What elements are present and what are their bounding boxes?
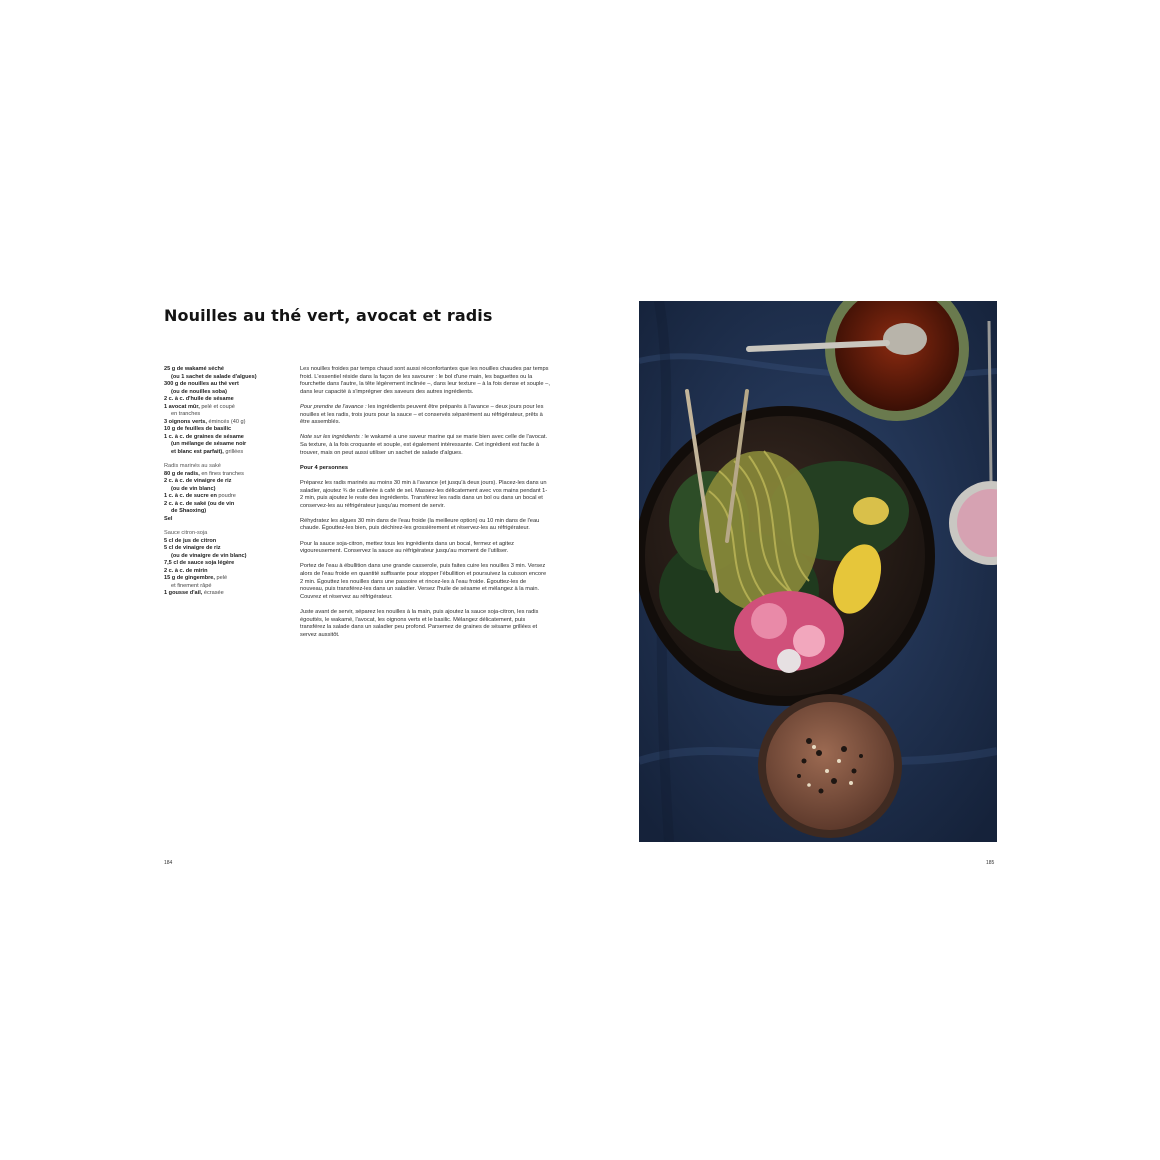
ingredient-quantity: Sel [164, 515, 173, 522]
ingredients-column [164, 366, 282, 598]
ingredient-prep: en fines tranches [199, 470, 244, 477]
sauce-subtitle: Sauce citron-soja [164, 530, 208, 536]
recipe-title: Nouilles au thé vert, avocat et radis [164, 306, 493, 325]
intro-paragraph: Les nouilles froides par temps chaud sont aussi réconfortantes que les nouilles chaudes par temps froid. L'essentiel réside dans la façon de les savourer : le bol d'une main, les baguettes ou la fourchette dans l'autre, la tête légèrement inclinée –, dans leur texture – à la fois dense et souple –, dans leur capacité à s'imprégner des saveurs des autres ingrédients. [300, 366, 550, 395]
ingredient-line [164, 441, 282, 449]
ingredient-quantity: 1 gousse d'ail, [164, 590, 203, 596]
ingredient-line [164, 590, 282, 598]
note-paragraph [300, 434, 550, 457]
advance-paragraph [300, 404, 550, 427]
radis-ingredients-list [164, 471, 282, 524]
ingredient-quantity: 5 cl de vinaigre de riz [164, 545, 221, 551]
page-number-right: 185 [986, 860, 995, 866]
ingredient-line [164, 381, 282, 389]
ingredient-line [164, 545, 282, 553]
ingredient-line [164, 516, 282, 524]
step-paragraph: Préparez les radis marinés au moins 30 min à l'avance (et jusqu'à deux jours). Placez-les dans un saladier, ajoutez ¾ de cuillerée à café de sel. Massez-les délicatement avec vos mains pendant 1-2 min, puis ajoutez le reste des ingrédients. Transférez les radis dans un bol ou dans un bocal et conservez-les au réfrigérateur jusqu'au moment de servir. [300, 479, 548, 509]
ingredient-line [164, 568, 282, 576]
ingredient-quantity: 2 c. à c. de vinaigre de riz [164, 478, 232, 484]
ingredient-prep: poudre [216, 493, 236, 499]
ingredient-line [164, 366, 282, 374]
radis-subtitle: Radis marinés au saké [164, 463, 221, 469]
ingredient-line [164, 575, 282, 583]
ingredient-line [164, 419, 282, 427]
ingredient-quantity: 3 oignons verts, [164, 418, 207, 425]
ingredient-quantity: 2 c. à c. d'huile de sésame [164, 396, 234, 402]
ingredient-quantity: 1 avocat mûr, [164, 403, 200, 410]
ingredient-quantity: 25 g de wakamé séché [164, 366, 225, 372]
ingredient-quantity: (ou de nouilles soba) [171, 388, 227, 395]
ingredient-quantity: (un mélange de sésame noir [171, 441, 247, 447]
ingredient-line [164, 583, 282, 591]
noodle-bowl-illustration [639, 301, 997, 842]
note-label: Note sur les ingrédients : [300, 434, 363, 441]
ingredient-line [164, 486, 282, 494]
ingredient-prep: écrasée [202, 590, 224, 596]
note-text: le wakamé a une saveur marine qui se marie bien avec celle de l'avocat. Sa texture, à la fois croquante et souple, est également intéressante. Cet ingrédient est facile à trouver, mais on peut aussi utiliser un sachet de salade d'algues. [300, 434, 548, 456]
ingredient-line [164, 389, 282, 397]
ingredient-quantity: 2 c. à c. de mirin [164, 567, 208, 574]
ingredient-prep: et finement râpé [171, 582, 212, 589]
ingredient-quantity: 5 cl de jus de citron [164, 537, 217, 544]
ingredient-prep: émincés (40 g) [206, 418, 246, 425]
ingredient-quantity: 300 g de nouilles au thé vert [164, 381, 239, 387]
step-paragraph: Réhydratez les algues 30 min dans de l'eau froide (la meilleure option) ou 10 min dans de l'eau chaude. Égouttez-les bien, puis déchirez-les grossièrement et réservez-les au réfrigérateur. [300, 517, 540, 532]
ingredient-line [164, 560, 282, 568]
ingredient-line [164, 553, 282, 561]
ingredient-quantity: 15 g de gingembre, [164, 575, 215, 581]
ingredient-quantity: (ou 1 sachet de salade d'algues) [171, 373, 257, 380]
ingredient-prep: pelé et coupé [199, 403, 235, 410]
ingredient-line [164, 508, 282, 516]
ingredient-line [164, 449, 282, 457]
advance-text: les ingrédients peuvent être préparés à l'avance – deux jours pour les nouilles et les radis, trois jours pour la sauce – et conservés séparément au réfrigérateur, prêts à être assemblés. [300, 403, 544, 426]
ingredient-line [164, 501, 282, 509]
ingredient-line [164, 404, 282, 412]
ingredient-line [164, 471, 282, 479]
ingredient-quantity: de Shaoxing) [171, 508, 207, 514]
ingredient-quantity: 80 g de radis, [164, 470, 200, 477]
ingredient-quantity: 2 c. à c. de saké (ou de vin [164, 500, 235, 507]
dish-photo [639, 301, 997, 842]
ingredient-quantity: 7,5 cl de sauce soja légère [164, 560, 235, 566]
ingredient-quantity: (ou de vinaigre de vin blanc) [171, 552, 247, 559]
ingredient-quantity: (ou de vin blanc) [171, 485, 216, 492]
ingredient-quantity: 10 g de feuilles de basilic [164, 426, 232, 432]
ingredient-line [164, 411, 282, 419]
ingredient-line [164, 538, 282, 546]
ingredient-line [164, 478, 282, 486]
main-ingredients-list [164, 366, 282, 456]
servings-label: Pour 4 personnes [300, 464, 349, 471]
ingredient-line [164, 434, 282, 442]
ingredient-line [164, 374, 282, 382]
step-paragraph: Portez de l'eau à ébullition dans une grande casserole, puis faites cuire les nouilles 3 min. Versez alors de l'eau froide en quantité suffisante pour stopper l'ébullition et poursuivez la cuisson encore 2 min. Égouttez les nouilles dans une passoire et rincez-les à l'eau froide. Égouttez-les de nouveau, puis transférez-les dans un saladier. Versez l'huile de sésame et mélangez à la main. Couvrez et réservez au réfrigérateur. [300, 563, 547, 600]
method-column [300, 366, 550, 647]
ingredient-prep: pelé [214, 575, 228, 581]
advance-label: Pour prendre de l'avance : [300, 403, 367, 410]
page-number-left: 184 [164, 860, 173, 866]
ingredient-quantity: 1 c. à c. de sucre en [164, 493, 217, 499]
ingredient-prep: grillées [223, 448, 244, 455]
ingredient-quantity: et blanc est parfait), [171, 448, 224, 455]
ingredient-quantity: 1 c. à c. de graines de sésame [164, 433, 244, 440]
ingredient-line [164, 493, 282, 501]
ingredient-line [164, 426, 282, 434]
ingredient-prep: en tranches [171, 411, 201, 417]
step-paragraph: Juste avant de servir, séparez les nouilles à la main, puis ajoutez la sauce soja-citron, les radis égouttés, le wakamé, l'avocat, les oignons verts et le basilic. Mélangez délicatement, puis transférez la salade dans un saladier peu profond. Parsemez de graines de sésame grillées et servez aussitôt. [300, 609, 539, 638]
ingredient-line [164, 396, 282, 404]
step-paragraph: Pour la sauce soja-citron, mettez tous les ingrédients dans un bocal, fermez et agitez vigoureusement. Conservez la sauce au réfrigérateur jusqu'au moment de l'utiliser. [300, 540, 515, 555]
sauce-ingredients-list [164, 538, 282, 598]
